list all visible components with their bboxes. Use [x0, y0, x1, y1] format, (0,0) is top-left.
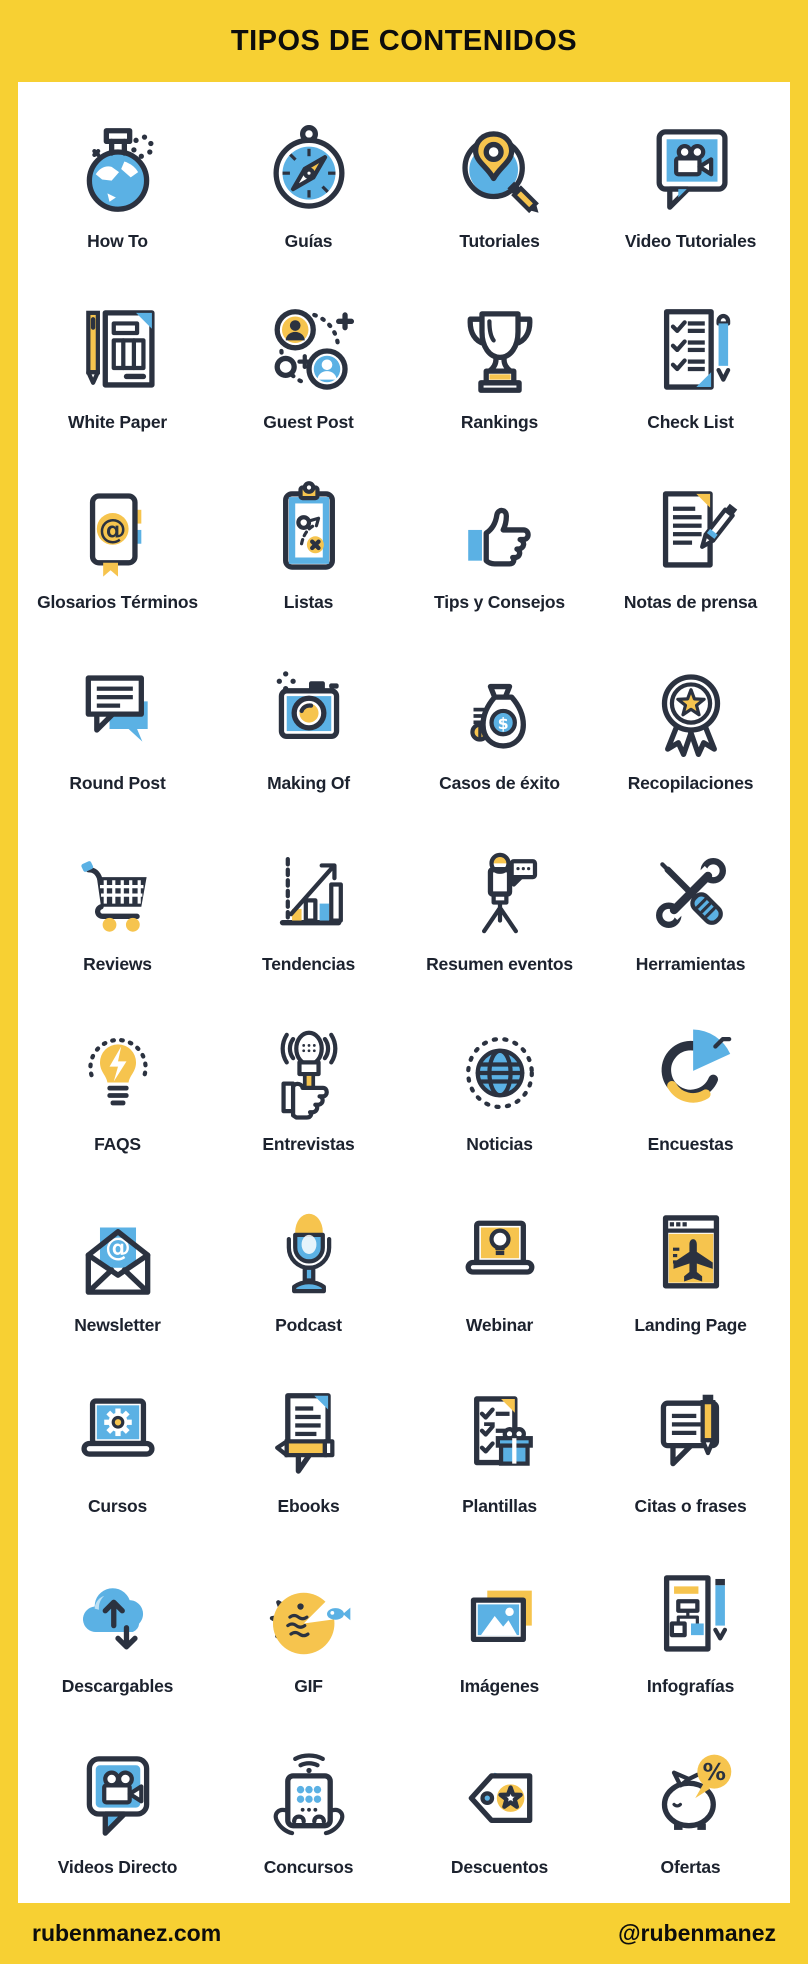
content-item [404, 1174, 595, 1355]
page-title: TIPOS DE CONTENIDOS [230, 24, 578, 57]
trophy-icon [447, 290, 553, 412]
footer-bar [0, 1903, 808, 1964]
content-item [404, 993, 595, 1174]
content-item-label: Encuestas [647, 1134, 734, 1155]
handle-text: @rubenmanez [618, 1920, 776, 1946]
money-bag-icon [447, 651, 553, 773]
content-item [22, 1174, 213, 1355]
content-item [595, 632, 786, 813]
globe-icon [447, 1012, 553, 1134]
content-item [213, 1716, 404, 1897]
content-item-label: Casos de éxito [439, 772, 560, 793]
content-item [213, 813, 404, 994]
content-item [404, 1355, 595, 1536]
content-item [22, 813, 213, 994]
svg-text:@: @ [98, 513, 126, 546]
content-item-label: Making Of [267, 772, 350, 793]
checklist-gift-icon [447, 1374, 553, 1496]
content-item-label: Recopilaciones [627, 772, 754, 793]
content-item-label: Tutoriales [459, 230, 540, 251]
content-item-label: Entrevistas [262, 1134, 355, 1155]
compass-icon [256, 109, 362, 231]
content-item [213, 271, 404, 452]
laptop-gear-icon [65, 1374, 171, 1496]
content-item [213, 1355, 404, 1536]
content-item [595, 1716, 786, 1897]
content-item-label: Podcast [275, 1315, 342, 1336]
content-item-label: Descuentos [450, 1857, 549, 1878]
content-item-label: Noticias [466, 1134, 533, 1155]
content-item [404, 1536, 595, 1717]
content-item [595, 1355, 786, 1536]
content-item [22, 271, 213, 452]
content-item [404, 1716, 595, 1897]
content-item [404, 90, 595, 271]
content-item-label: Video Tutoriales [624, 230, 757, 251]
content-item-label: Notas de prensa [623, 592, 758, 613]
browser-plane-icon [638, 1193, 744, 1315]
content-item-label: Imágenes [459, 1676, 540, 1697]
content-item [22, 1716, 213, 1897]
lightbulb-bolt-icon [65, 1012, 171, 1134]
content-item [213, 90, 404, 271]
content-item [213, 993, 404, 1174]
svg-text:$: $ [497, 713, 509, 733]
content-item-label: Listas [283, 592, 334, 613]
content-item-label: Ebooks [277, 1495, 340, 1516]
content-item-label: Round Post [69, 772, 166, 793]
content-item [404, 813, 595, 994]
content-item [404, 271, 595, 452]
svg-text:%: % [702, 1759, 726, 1787]
shopping-cart-icon [65, 832, 171, 954]
tablet-hands-icon [256, 1735, 362, 1857]
flask-globe-icon [65, 109, 171, 231]
content-item-label: Landing Page [634, 1315, 747, 1336]
content-item [595, 90, 786, 271]
users-network-icon [256, 290, 362, 412]
content-item [595, 1536, 786, 1717]
content-item-label: GIF [294, 1676, 323, 1697]
fish-icon [256, 1554, 362, 1676]
website-text: rubenmanez.com [32, 1920, 222, 1946]
content-grid [18, 82, 790, 1903]
content-item-label: Infografías [646, 1676, 735, 1697]
content-item [22, 993, 213, 1174]
checklist-pencil-icon [638, 290, 744, 412]
content-item [404, 632, 595, 813]
flowchart-document-icon [638, 1554, 744, 1676]
content-item [22, 1536, 213, 1717]
document-pencil-bubble-icon [256, 1374, 362, 1496]
content-item-label: How To [87, 230, 148, 251]
content-item-label: Webinar [465, 1315, 534, 1336]
video-bubble-icon [638, 109, 744, 231]
content-item-label: FAQS [94, 1134, 141, 1155]
content-item-label: White Paper [68, 411, 167, 432]
content-item-label: Descargables [61, 1676, 174, 1697]
content-item-label: Videos Directo [57, 1857, 178, 1878]
camera-icon [256, 651, 362, 773]
content-item-label: Guías [284, 230, 333, 251]
tools-icon [638, 832, 744, 954]
content-item-label: Guest Post [263, 411, 354, 432]
piggy-bank-percent-icon [638, 1735, 744, 1857]
content-item [213, 1174, 404, 1355]
thumbs-up-icon [447, 470, 553, 592]
content-item [404, 451, 595, 632]
price-tag-star-icon [447, 1735, 553, 1857]
video-bubble-live-icon [65, 1735, 171, 1857]
laptop-bulb-icon [447, 1193, 553, 1315]
svg-text:@: @ [104, 1232, 131, 1263]
microphone-icon [256, 1193, 362, 1315]
content-item [595, 993, 786, 1174]
medal-star-icon [638, 651, 744, 773]
content-item [22, 632, 213, 813]
hand-microphone-icon [256, 1012, 362, 1134]
picture-frame-icon [447, 1554, 553, 1676]
content-item [213, 1536, 404, 1717]
speech-bubbles-icon [65, 651, 171, 773]
content-item [22, 90, 213, 271]
content-item [213, 451, 404, 632]
content-item [22, 1355, 213, 1536]
content-item-label: Tendencias [262, 953, 355, 974]
content-item-label: Herramientas [635, 953, 746, 974]
content-item [595, 1174, 786, 1355]
content-item-label: Tips y Consejos [434, 592, 565, 613]
content-item [595, 451, 786, 632]
growth-chart-icon [256, 832, 362, 954]
bubble-pencil-icon [638, 1374, 744, 1496]
book-at-icon [65, 470, 171, 592]
cloud-arrows-icon [65, 1554, 171, 1676]
envelope-at-icon [65, 1193, 171, 1315]
content-item [22, 451, 213, 632]
content-item-label: Citas o frases [634, 1495, 747, 1516]
content-item [595, 813, 786, 994]
document-pencil-icon [638, 470, 744, 592]
content-item-label: Check List [647, 411, 734, 432]
pie-chart-icon [638, 1012, 744, 1134]
header-bar [0, 0, 808, 82]
tripod-camera-icon [447, 832, 553, 954]
content-item-label: Plantillas [462, 1495, 537, 1516]
content-item [213, 632, 404, 813]
content-item-label: Reviews [83, 953, 152, 974]
content-item-label: Cursos [87, 1495, 148, 1516]
content-item-label: Ofertas [660, 1857, 721, 1878]
pen-document-icon [65, 290, 171, 412]
magnifier-pin-icon [447, 109, 553, 231]
content-item-label: Newsletter [74, 1315, 161, 1336]
content-item-label: Concursos [263, 1857, 354, 1878]
content-item-label: Rankings [460, 411, 539, 432]
content-item-label: Glosarios Términos [37, 592, 198, 613]
content-item [595, 271, 786, 452]
content-item-label: Resumen eventos [426, 953, 573, 974]
clipboard-strategy-icon [256, 470, 362, 592]
